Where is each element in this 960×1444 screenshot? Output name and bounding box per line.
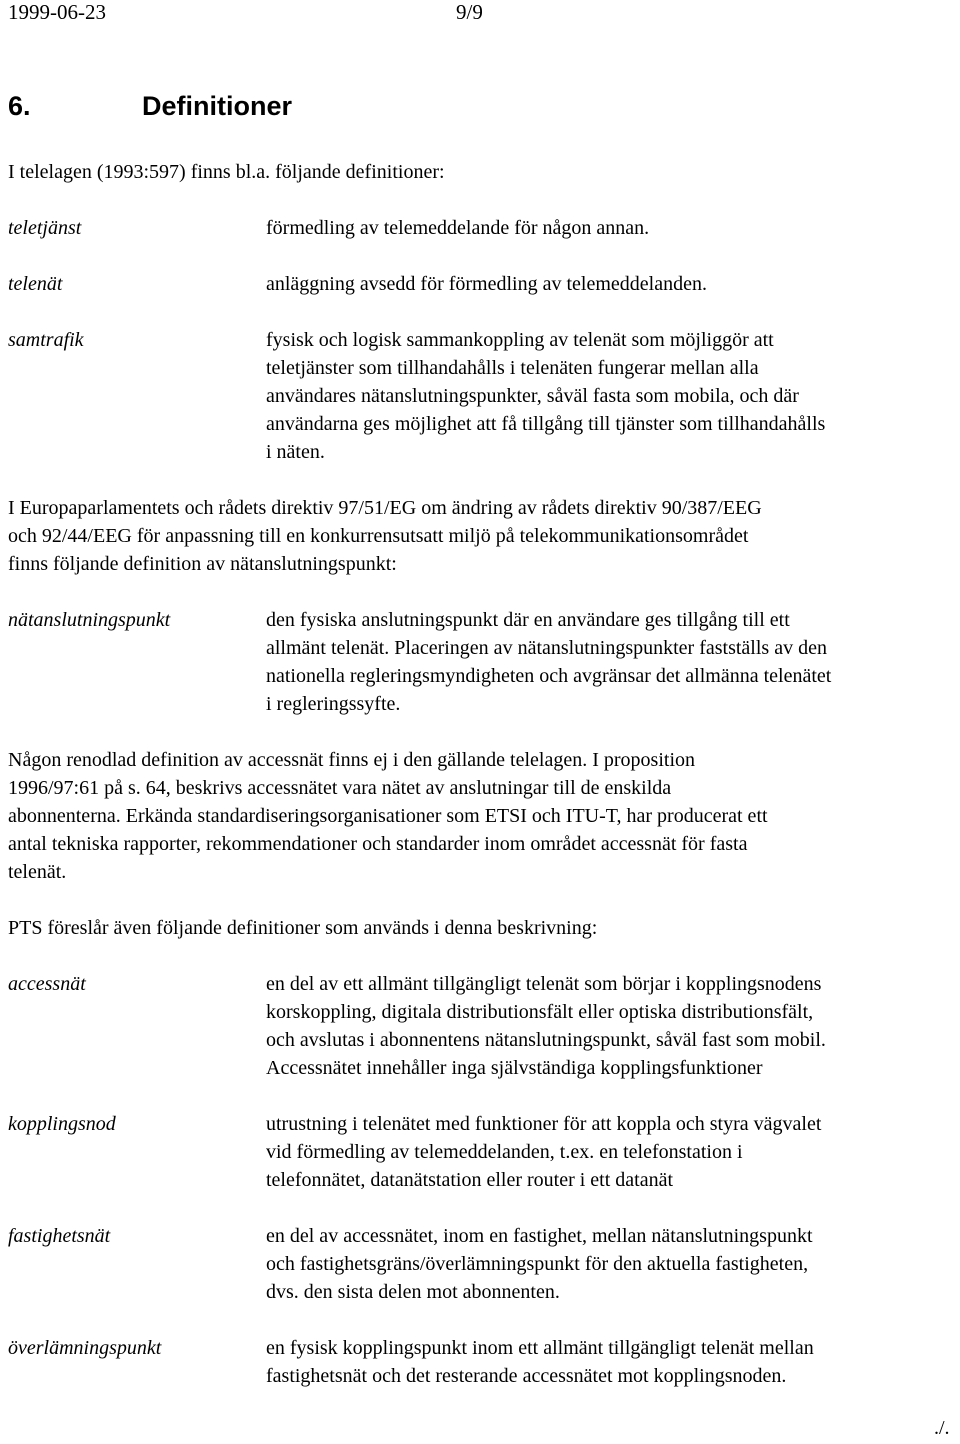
definition-term: samtrafik — [8, 329, 84, 351]
accessnet-paragraph: antal tekniska rapporter, rekommendationer och standarder inom området accessnät för fasta — [8, 833, 748, 855]
definition-term: telenät — [8, 273, 63, 295]
definition-text: användarna ges möjlighet att få tillgång till tjänster som tillhandahålls — [266, 413, 826, 435]
definition-term: överlämningspunkt — [8, 1337, 162, 1359]
accessnet-paragraph: abonnenterna. Erkända standardiseringsorganisationer som ETSI och ITU-T, har producerat ett — [8, 805, 768, 827]
page-number: 9/9 — [456, 0, 483, 24]
definition-text: en fysisk kopplingspunkt inom ett allmänt tillgängligt telenät mellan — [266, 1337, 814, 1359]
continuation-mark: ./. — [934, 1417, 950, 1439]
definition-text: och fastighetsgräns/överlämningspunkt för den aktuella fastigheten, — [266, 1253, 809, 1275]
directive-paragraph: I Europaparlamentets och rådets direktiv 97/51/EG om ändring av rådets direktiv 90/387/EEG — [8, 497, 762, 519]
definition-text: allmänt telenät. Placeringen av nätanslutningspunkter fastställs av den — [266, 637, 827, 659]
definition-text: fastighetsnät och det resterande accessnätet mot kopplingsnoden. — [266, 1365, 787, 1387]
definition-term: teletjänst — [8, 217, 82, 239]
accessnet-paragraph: telenät. — [8, 861, 67, 883]
definition-text: den fysiska anslutningspunkt där en användare ges tillgång till ett — [266, 609, 790, 631]
definition-text: vid förmedling av telemeddelanden, t.ex. en telefonstation i — [266, 1141, 743, 1163]
definition-text: en del av ett allmänt tillgängligt telenät som börjar i kopplingsnodens — [266, 973, 822, 995]
definition-text: i regleringssyfte. — [266, 693, 401, 715]
header-date: 1999-06-23 — [8, 0, 106, 24]
definition-text: en del av accessnätet, inom en fastighet, mellan nätanslutningspunkt — [266, 1225, 813, 1247]
definition-term: kopplingsnod — [8, 1113, 116, 1135]
definition-text: i näten. — [266, 441, 325, 463]
directive-paragraph: och 92/44/EEG för anpassning till en konkurrensutsatt miljö på telekommunikationsområdet — [8, 525, 749, 547]
definition-term: nätanslutningspunkt — [8, 609, 171, 631]
section-title: Definitioner — [142, 91, 293, 121]
definition-text: användares nätanslutningspunkter, såväl fasta som mobila, och där — [266, 385, 799, 407]
definition-text: nationella regleringsmyndigheten och avgränsar det allmänna telenätet — [266, 665, 832, 687]
definition-text: teletjänster som tillhandahålls i telenäten fungerar mellan alla — [266, 357, 759, 379]
pts-intro-paragraph: PTS föreslår även följande definitioner som används i denna beskrivning: — [8, 917, 598, 939]
definition-text: fysisk och logisk sammankoppling av telenät som möjliggör att — [266, 329, 774, 351]
definition-text: korskoppling, digitala distributionsfält eller optiska distributionsfält, — [266, 1001, 814, 1023]
intro-paragraph: I telelagen (1993:597) finns bl.a. följande definitioner: — [8, 161, 445, 183]
definition-term: fastighetsnät — [8, 1225, 111, 1247]
directive-paragraph: finns följande definition av nätanslutningspunkt: — [8, 553, 397, 575]
section-number: 6. — [8, 91, 31, 121]
definition-text: dvs. den sista delen mot abonnenten. — [266, 1281, 560, 1303]
definition-text: anläggning avsedd för förmedling av telemeddelanden. — [266, 273, 707, 295]
definition-text: utrustning i telenätet med funktioner för att koppla och styra vägvalet — [266, 1113, 822, 1135]
definition-text: telefonnätet, datanätstation eller router i ett datanät — [266, 1169, 674, 1191]
accessnet-paragraph: 1996/97:61 på s. 64, beskrivs accessnätet vara nätet av anslutningar till de enskilda — [8, 777, 672, 799]
definition-term: accessnät — [8, 973, 86, 995]
definition-text: och avslutas i abonnentens nätanslutningspunkt, såväl fast som mobil. — [266, 1029, 826, 1051]
accessnet-paragraph: Någon renodlad definition av accessnät finns ej i den gällande telelagen. I proposition — [8, 749, 696, 771]
definition-text: Accessnätet innehåller inga självständiga kopplingsfunktioner — [266, 1057, 763, 1079]
definition-text: förmedling av telemeddelande för någon annan. — [266, 217, 650, 239]
